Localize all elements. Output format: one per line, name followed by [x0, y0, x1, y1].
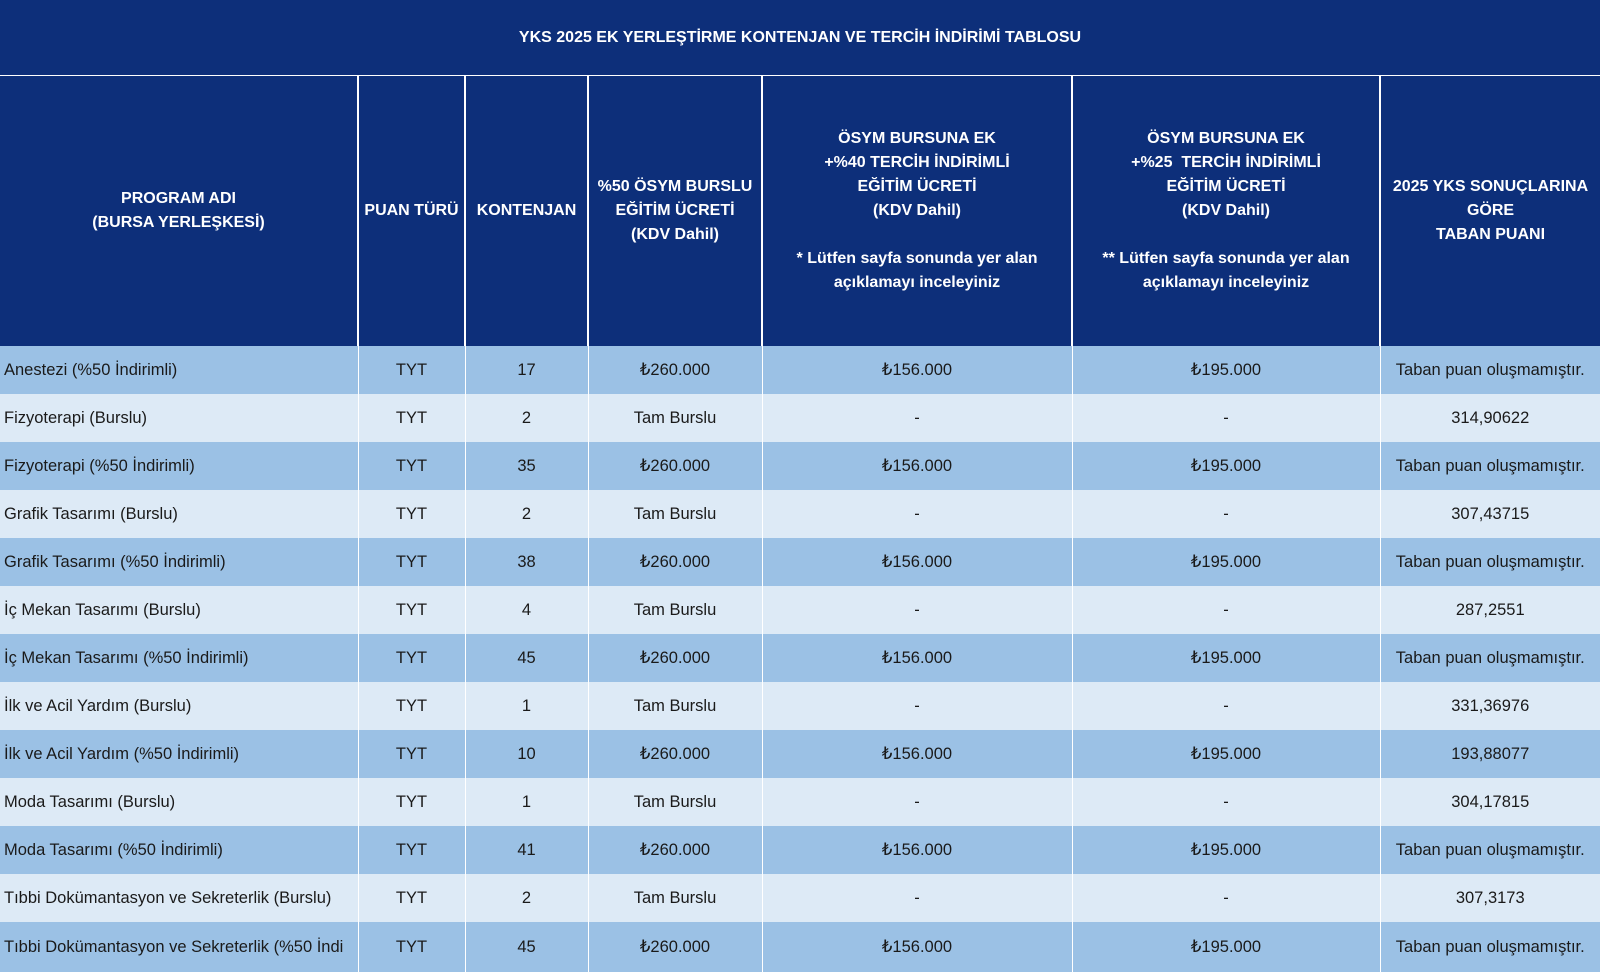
ucret-50-cell: ₺260.000: [588, 538, 762, 586]
kontenjan-cell: 1: [465, 682, 588, 730]
puan-turu-cell: TYT: [358, 346, 465, 394]
ucret-40-cell: -: [762, 586, 1072, 634]
kontenjan-cell: 2: [465, 394, 588, 442]
taban-puan-cell: 307,3173: [1380, 874, 1600, 922]
header-program: [0, 76, 358, 346]
table-row: [0, 394, 1600, 442]
ucret-25-cell: -: [1072, 874, 1380, 922]
program-cell: Grafik Tasarımı (Burslu): [0, 490, 358, 538]
header-puan-turu-label: PUAN TÜRÜ: [364, 202, 459, 219]
header-indirim-25-line: EĞİTİM ÜCRETİ: [1166, 178, 1286, 195]
ucret-25-cell: -: [1072, 490, 1380, 538]
kontenjan-cell: 2: [465, 874, 588, 922]
ucret-25-cell: ₺195.000: [1072, 826, 1380, 874]
kontenjan-cell: 10: [465, 730, 588, 778]
table-row: [0, 346, 1600, 394]
ucret-40-cell: -: [762, 490, 1072, 538]
ucret-40-cell: -: [762, 682, 1072, 730]
header-indirim-40-line: +%40 TERCİH İNDİRİMLİ: [824, 154, 1010, 171]
program-cell: Grafik Tasarımı (%50 İndirimli): [0, 538, 358, 586]
puan-turu-cell: TYT: [358, 874, 465, 922]
header-spacer: [767, 223, 1067, 247]
ucret-25-cell: -: [1072, 682, 1380, 730]
program-cell: Moda Tasarımı (%50 İndirimli): [0, 826, 358, 874]
header-row: [0, 76, 1600, 346]
puan-turu-cell: TYT: [358, 778, 465, 826]
table-row: [0, 490, 1600, 538]
ucret-40-cell: -: [762, 874, 1072, 922]
header-kontenjan-label: KONTENJAN: [476, 202, 577, 219]
taban-puan-cell: Taban puan oluşmamıştır.: [1380, 538, 1600, 586]
ucret-50-cell: Tam Burslu: [588, 586, 762, 634]
ucret-25-cell: ₺195.000: [1072, 538, 1380, 586]
ucret-25-cell: ₺195.000: [1072, 730, 1380, 778]
taban-puan-cell: Taban puan oluşmamıştır.: [1380, 442, 1600, 490]
ucret-25-cell: ₺195.000: [1072, 922, 1380, 972]
ucret-40-cell: ₺156.000: [762, 346, 1072, 394]
kontenjan-cell: 35: [465, 442, 588, 490]
table-row: [0, 730, 1600, 778]
header-burslu-50-line: EĞİTİM ÜCRETİ: [615, 202, 735, 219]
ucret-50-cell: ₺260.000: [588, 634, 762, 682]
header-indirim-25-line: +%25 TERCİH İNDİRİMLİ: [1131, 154, 1321, 171]
puan-turu-cell: TYT: [358, 490, 465, 538]
header-taban-line: GÖRE: [1466, 202, 1515, 219]
program-cell: İlk ve Acil Yardım (Burslu): [0, 682, 358, 730]
taban-puan-cell: Taban puan oluşmamıştır.: [1380, 634, 1600, 682]
quota-table: [0, 76, 1600, 972]
program-cell: Fizyoterapi (Burslu): [0, 394, 358, 442]
ucret-25-cell: -: [1072, 778, 1380, 826]
puan-turu-cell: TYT: [358, 634, 465, 682]
taban-puan-cell: 304,17815: [1380, 778, 1600, 826]
taban-puan-cell: 331,36976: [1380, 682, 1600, 730]
program-cell: Anestezi (%50 İndirimli): [0, 346, 358, 394]
ucret-50-cell: ₺260.000: [588, 346, 762, 394]
ucret-40-cell: ₺156.000: [762, 634, 1072, 682]
program-cell: Tıbbi Dokümantasyon ve Sekreterlik (%50 İndi: [0, 922, 358, 972]
ucret-40-cell: ₺156.000: [762, 730, 1072, 778]
header-burslu-50-line: %50 ÖSYM BURSLU: [597, 178, 753, 195]
kontenjan-cell: 45: [465, 634, 588, 682]
header-indirim-25: [1072, 76, 1380, 346]
taban-puan-cell: 193,88077: [1380, 730, 1600, 778]
kontenjan-cell: 38: [465, 538, 588, 586]
header-indirim-40-line: ÖSYM BURSUNA EK: [838, 130, 996, 147]
header-indirim-25-line: ÖSYM BURSUNA EK: [1147, 130, 1305, 147]
table-body: [0, 346, 1600, 972]
table-row: [0, 874, 1600, 922]
ucret-25-cell: ₺195.000: [1072, 346, 1380, 394]
table-row: [0, 826, 1600, 874]
ucret-50-cell: Tam Burslu: [588, 490, 762, 538]
header-kontenjan: [465, 76, 588, 346]
taban-puan-cell: Taban puan oluşmamıştır.: [1380, 346, 1600, 394]
ucret-25-cell: ₺195.000: [1072, 634, 1380, 682]
ucret-50-cell: ₺260.000: [588, 730, 762, 778]
ucret-25-cell: -: [1072, 394, 1380, 442]
taban-puan-cell: 287,2551: [1380, 586, 1600, 634]
header-program-line: (BURSA YERLEŞKESİ): [92, 214, 265, 231]
kontenjan-cell: 41: [465, 826, 588, 874]
program-cell: İç Mekan Tasarımı (Burslu): [0, 586, 358, 634]
header-indirim-40-note: * Lütfen sayfa sonunda yer alan: [796, 250, 1038, 267]
ucret-50-cell: Tam Burslu: [588, 874, 762, 922]
table-row: [0, 682, 1600, 730]
header-indirim-40-line: EĞİTİM ÜCRETİ: [857, 178, 977, 195]
program-cell: İç Mekan Tasarımı (%50 İndirimli): [0, 634, 358, 682]
header-burslu-50: [588, 76, 762, 346]
taban-puan-cell: Taban puan oluşmamıştır.: [1380, 826, 1600, 874]
table-row: [0, 442, 1600, 490]
ucret-40-cell: ₺156.000: [762, 442, 1072, 490]
program-cell: Tıbbi Dokümantasyon ve Sekreterlik (Burslu): [0, 874, 358, 922]
kontenjan-cell: 2: [465, 490, 588, 538]
puan-turu-cell: TYT: [358, 586, 465, 634]
header-indirim-40: [762, 76, 1072, 346]
table-row: [0, 922, 1600, 972]
kontenjan-cell: 4: [465, 586, 588, 634]
header-indirim-25-note: ** Lütfen sayfa sonunda yer alan: [1102, 250, 1350, 267]
ucret-50-cell: ₺260.000: [588, 442, 762, 490]
taban-puan-cell: 314,90622: [1380, 394, 1600, 442]
header-puan-turu: [358, 76, 465, 346]
header-program-line: PROGRAM ADI: [121, 190, 236, 207]
header-taban-line: 2025 YKS SONUÇLARINA: [1392, 178, 1589, 195]
header-burslu-50-line: (KDV Dahil): [631, 226, 719, 243]
ucret-50-cell: ₺260.000: [588, 922, 762, 972]
ucret-25-cell: -: [1072, 586, 1380, 634]
table-row: [0, 586, 1600, 634]
ucret-40-cell: -: [762, 778, 1072, 826]
kontenjan-cell: 45: [465, 922, 588, 972]
program-cell: Fizyoterapi (%50 İndirimli): [0, 442, 358, 490]
ucret-40-cell: ₺156.000: [762, 826, 1072, 874]
program-cell: İlk ve Acil Yardım (%50 İndirimli): [0, 730, 358, 778]
table-row: [0, 538, 1600, 586]
ucret-50-cell: Tam Burslu: [588, 394, 762, 442]
puan-turu-cell: TYT: [358, 730, 465, 778]
table-row: [0, 778, 1600, 826]
table-row: [0, 634, 1600, 682]
header-indirim-25-line: (KDV Dahil): [1182, 202, 1270, 219]
ucret-40-cell: -: [762, 394, 1072, 442]
ucret-40-cell: ₺156.000: [762, 538, 1072, 586]
puan-turu-cell: TYT: [358, 922, 465, 972]
puan-turu-cell: TYT: [358, 394, 465, 442]
ucret-50-cell: ₺260.000: [588, 826, 762, 874]
kontenjan-cell: 1: [465, 778, 588, 826]
kontenjan-cell: 17: [465, 346, 588, 394]
puan-turu-cell: TYT: [358, 682, 465, 730]
puan-turu-cell: TYT: [358, 442, 465, 490]
taban-puan-cell: Taban puan oluşmamıştır.: [1380, 922, 1600, 972]
header-spacer: [1077, 223, 1375, 247]
header-indirim-25-note: açıklamayı inceleyiniz: [1142, 274, 1310, 291]
ucret-25-cell: ₺195.000: [1072, 442, 1380, 490]
header-indirim-40-line: (KDV Dahil): [873, 202, 961, 219]
header-indirim-40-note: açıklamayı inceleyiniz: [833, 274, 1001, 291]
ucret-50-cell: Tam Burslu: [588, 778, 762, 826]
header-taban-puan: [1380, 76, 1600, 346]
header-taban-line: TABAN PUANI: [1435, 226, 1546, 243]
program-cell: Moda Tasarımı (Burslu): [0, 778, 358, 826]
puan-turu-cell: TYT: [358, 538, 465, 586]
taban-puan-cell: 307,43715: [1380, 490, 1600, 538]
puan-turu-cell: TYT: [358, 826, 465, 874]
ucret-50-cell: Tam Burslu: [588, 682, 762, 730]
ucret-40-cell: ₺156.000: [762, 922, 1072, 972]
table-title: YKS 2025 EK YERLEŞTİRME KONTENJAN VE TERCİH İNDİRİMİ TABLOSU: [0, 0, 1600, 76]
